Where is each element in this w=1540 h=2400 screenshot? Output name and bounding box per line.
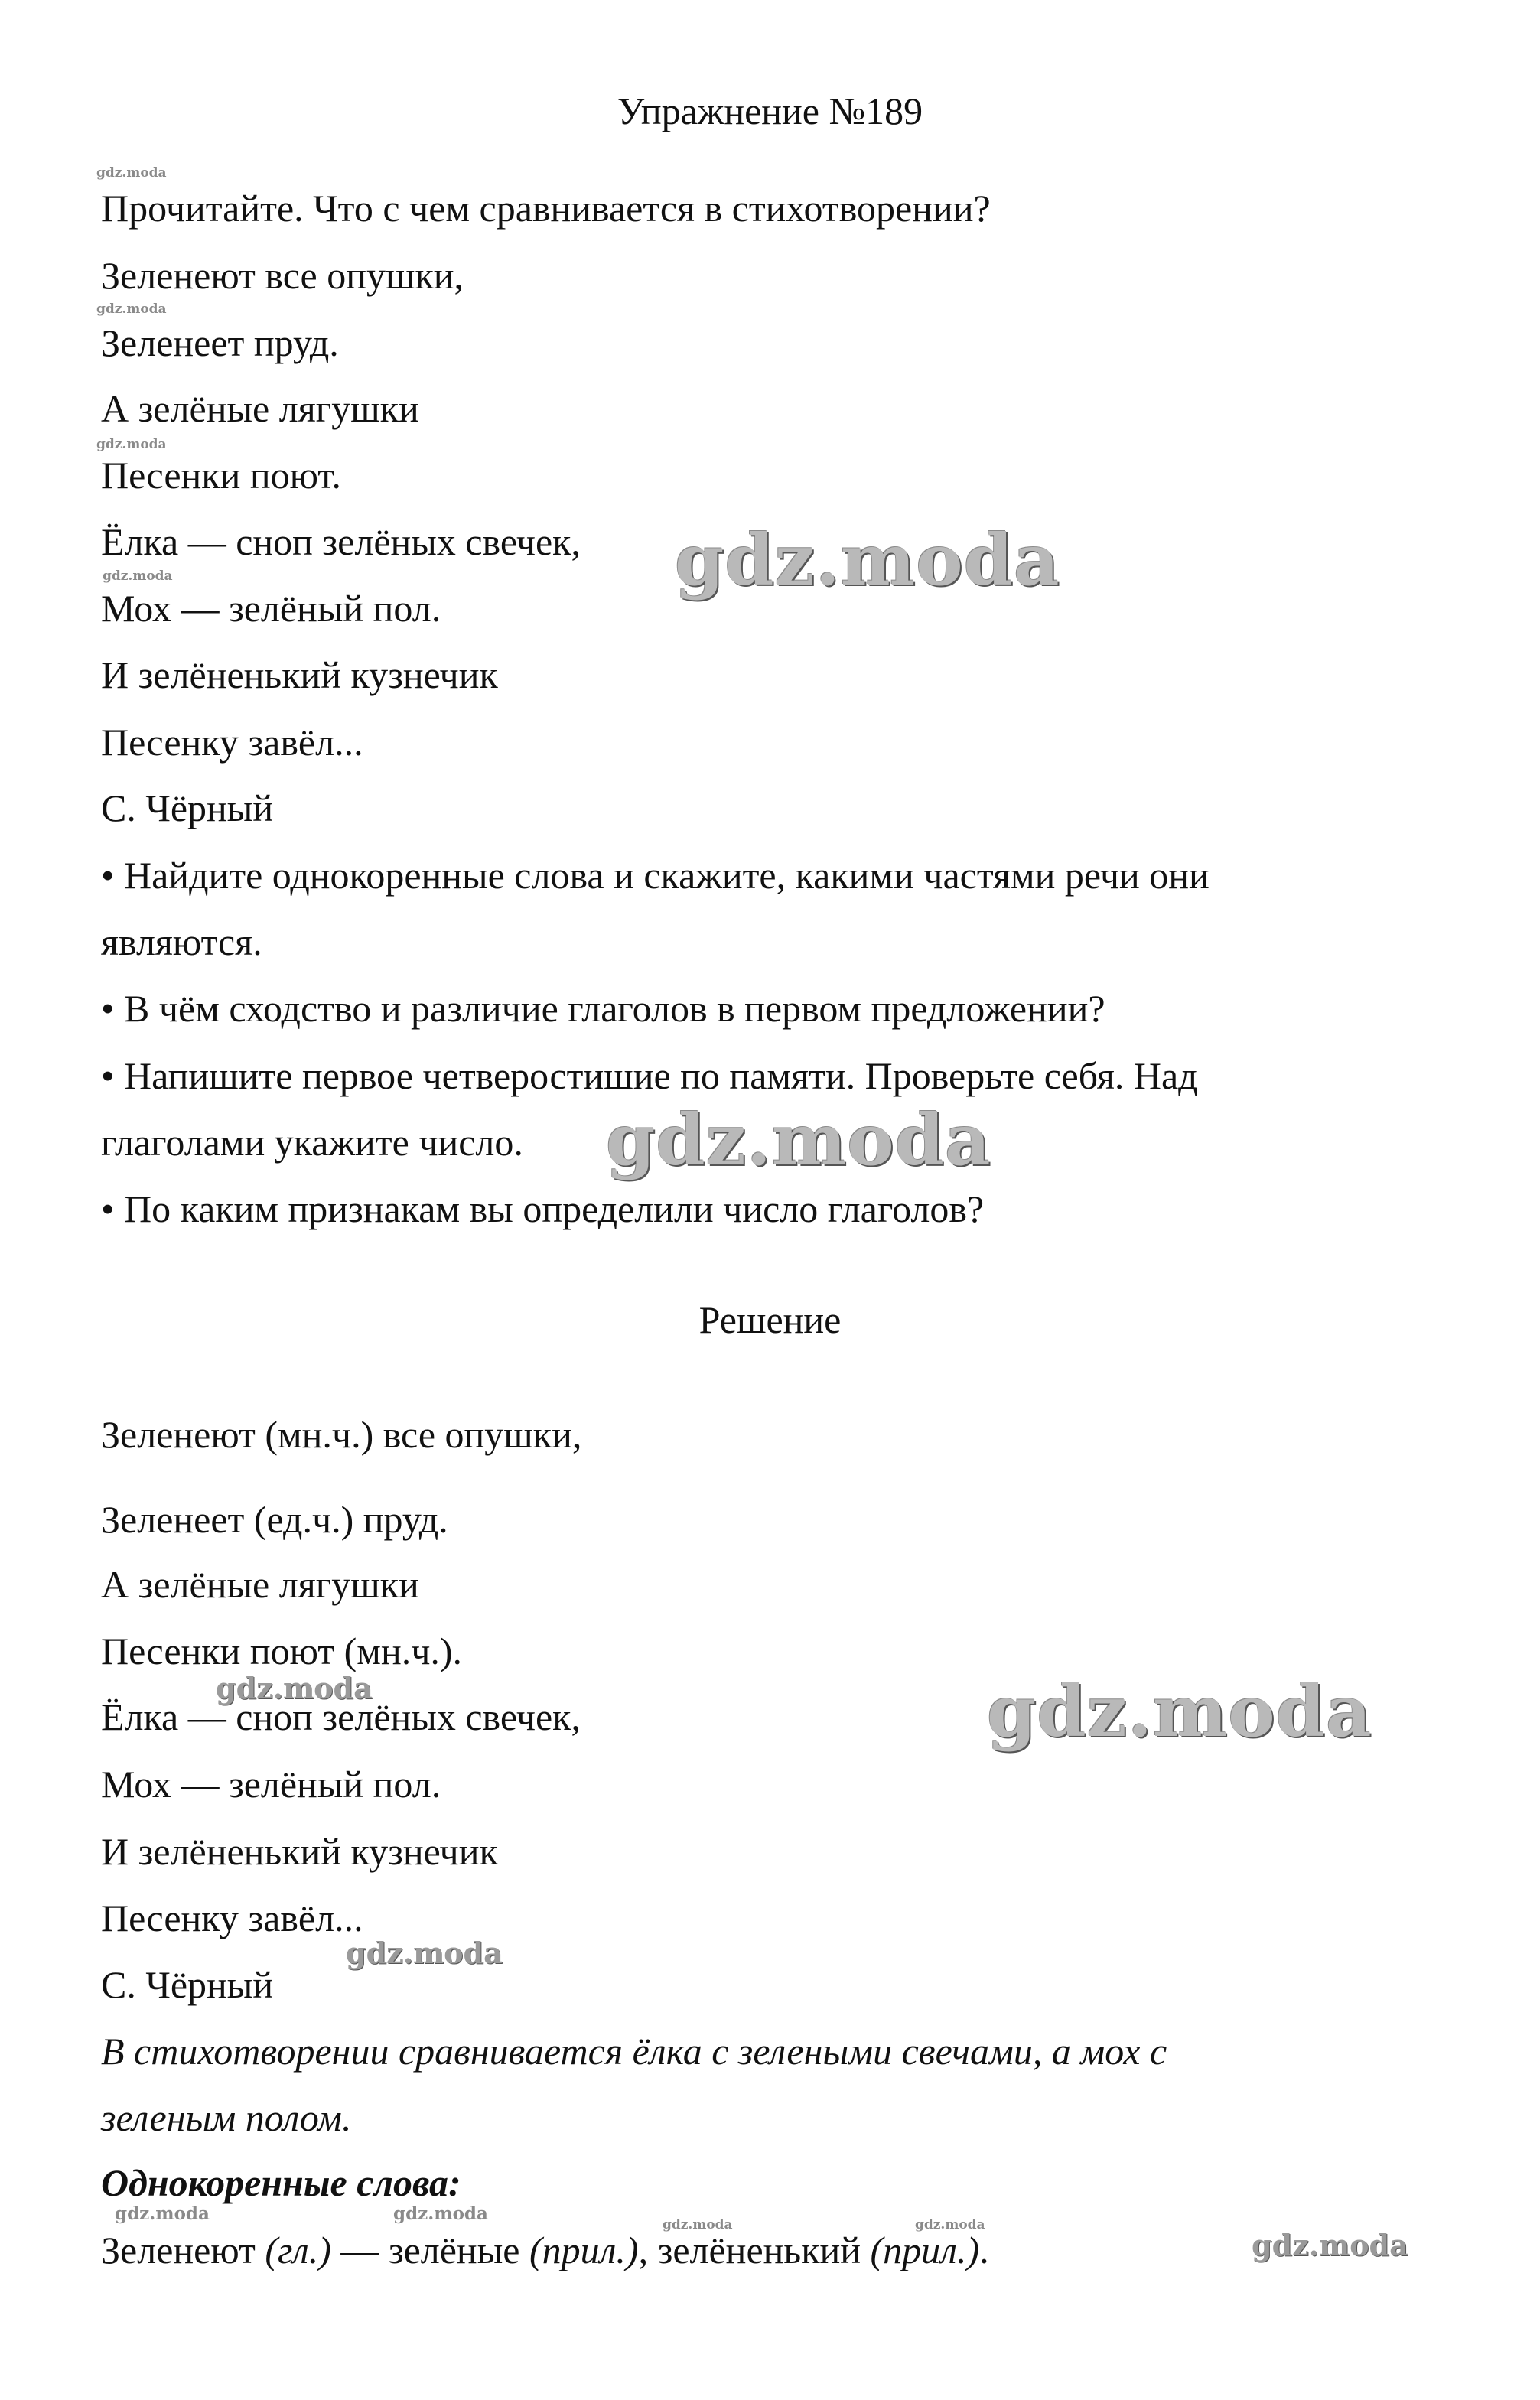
watermark: gdz.moda	[987, 1670, 1372, 1753]
watermark: gdz.moda	[96, 437, 167, 452]
period: .	[979, 2229, 989, 2271]
comparison-line: зеленым полом.	[101, 2096, 352, 2139]
dash: —	[330, 2229, 389, 2271]
watermark: gdz.moda	[606, 1099, 991, 1181]
poem-line: Песенки поют.	[101, 454, 341, 497]
solution-poem-line: Песенку завёл...	[101, 1897, 363, 1939]
cognate-word: зелёненький	[657, 2229, 861, 2271]
solution-poem-line: Зеленеет (ед.ч.) пруд.	[101, 1498, 448, 1541]
poem-line: И зелёненький кузнечик	[101, 653, 498, 696]
comparison-line: В стихотворении сравнивается ёлка с зелеными свечами, а мох с	[101, 2030, 1167, 2073]
part-of-speech: (прил.)	[529, 2229, 639, 2271]
cognate-word: зелёные	[388, 2229, 520, 2271]
watermark: gdz.moda	[96, 301, 167, 317]
part-of-speech: (прил.)	[870, 2229, 980, 2271]
poem-line: Зеленеет пруд.	[101, 321, 339, 364]
watermark: gdz.moda	[675, 519, 1060, 601]
watermark: gdz.moda	[663, 2217, 733, 2232]
question-line: • По каким признакам вы определили число глаголов?	[101, 1187, 985, 1230]
watermark: gdz.moda	[1252, 2228, 1408, 2262]
watermark: gdz.moda	[393, 2203, 488, 2224]
poem-author: С. Чёрный	[101, 786, 274, 829]
watermark: gdz.moda	[346, 1936, 503, 1970]
question-line: • Найдите однокоренные слова и скажите, какими частями речи они	[101, 854, 1210, 897]
solution-poem-line: И зелёненький кузнечик	[101, 1830, 498, 1873]
watermark: gdz.moda	[96, 165, 167, 181]
solution-poem-line: Песенки поют (мн.ч.).	[101, 1630, 462, 1672]
part-of-speech: (гл.)	[265, 2229, 331, 2271]
cognates-heading: Однокоренные слова:	[101, 2161, 461, 2204]
poem-line: Ёлка — сноп зелёных свечек,	[101, 520, 581, 563]
solution-heading: Решение	[698, 1298, 842, 1341]
solution-poem-line: Зеленеют (мн.ч.) все опушки,	[101, 1413, 582, 1456]
question-line: являются.	[101, 920, 262, 963]
task-prompt: Прочитайте. Что с чем сравнивается в стихотворении?	[101, 187, 991, 230]
question-line: • В чём сходство и различие глаголов в первом предложении?	[101, 987, 1105, 1030]
question-line: глаголами укажите число.	[101, 1121, 523, 1164]
cognates-line	[101, 2227, 989, 2273]
poem-line: Песенку завёл...	[101, 721, 363, 764]
solution-poem-line: Ёлка — сноп зелёных свечек,	[101, 1695, 581, 1738]
solution-poem-line: Мох — зелёный пол.	[101, 1763, 441, 1806]
poem-line: Зеленеют все опушки,	[101, 254, 464, 297]
exercise-title: Упражнение №189	[617, 90, 923, 132]
cognate-word: Зеленеют	[101, 2229, 256, 2271]
watermark: gdz.moda	[915, 2217, 985, 2232]
question-line: • Напишите первое четверостишие по памяти. Проверьте себя. Над	[101, 1054, 1198, 1097]
comma: ,	[638, 2229, 658, 2271]
watermark: gdz.moda	[103, 568, 173, 584]
poem-line: А зелёные лягушки	[101, 387, 419, 430]
solution-author: С. Чёрный	[101, 1963, 274, 2006]
watermark: gdz.moda	[216, 1671, 373, 1705]
poem-line: Мох — зелёный пол.	[101, 587, 441, 630]
solution-poem-line: А зелёные лягушки	[101, 1563, 419, 1606]
watermark: gdz.moda	[115, 2203, 210, 2224]
